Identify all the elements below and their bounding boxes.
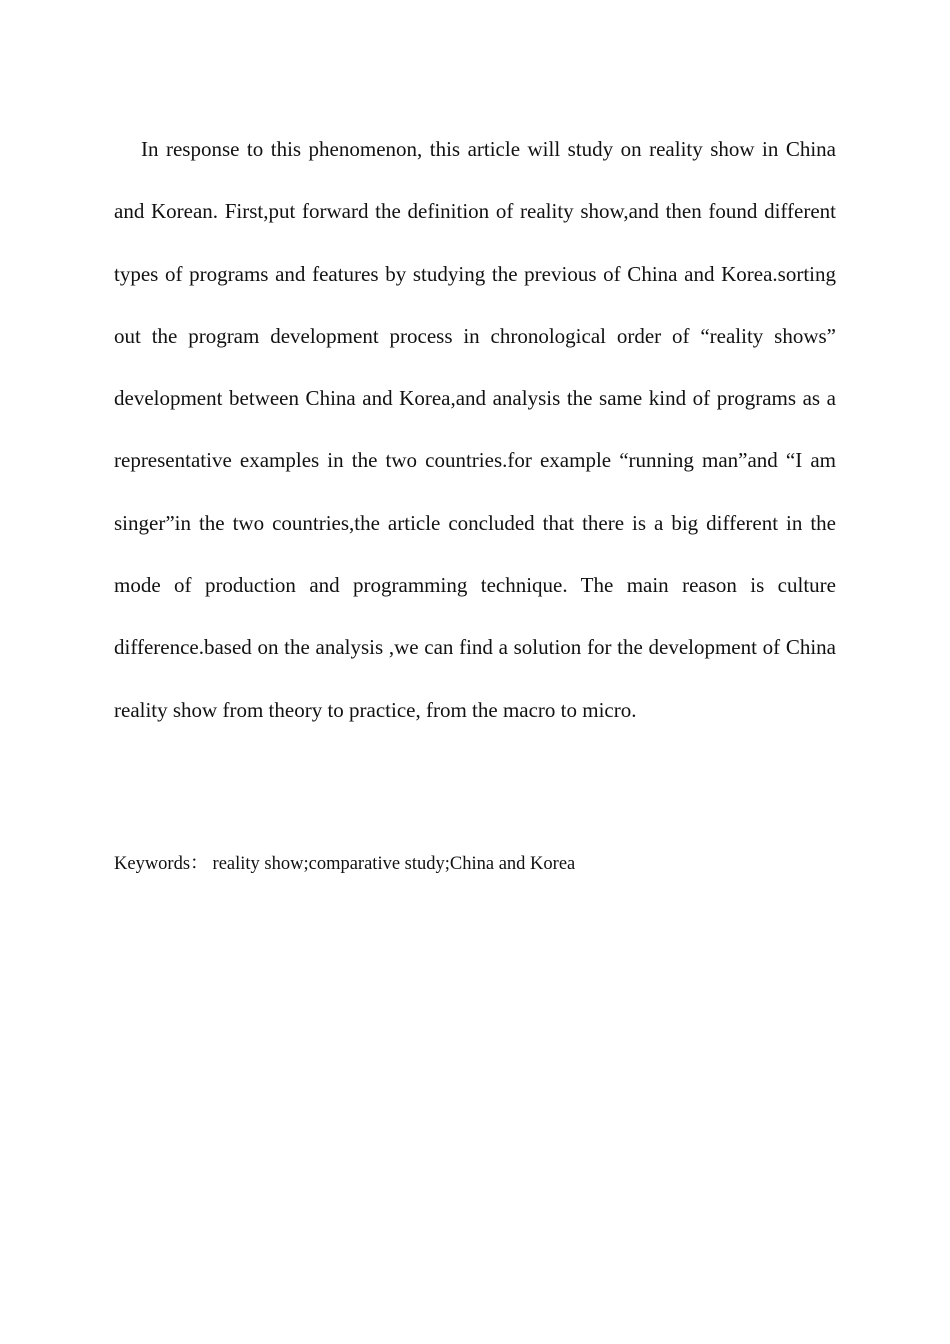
abstract-body-paragraph: In response to this phenomenon, this article will study on reality show in China and Korean. First,put forward the definition of reality show,and then found different types of programs and features by studying the previous of China and Korea.sorting out the program development process in chronological order of “reality shows” development between China and Korea,and analysis the same kind of programs as a representative examples in the two countries.for example “running man”and “I am singer”in the two countries,the article concluded that there is a big different in the mode of production and programming technique. The main reason is culture difference.based on the analysis ,we can find a solution for the development of China reality show from theory to practice, from the macro to micro. [114, 137, 836, 722]
keywords-value: reality show;comparative study;China and Korea [212, 854, 576, 874]
keywords-label: Keywords： [114, 854, 209, 874]
keywords-line [114, 850, 836, 878]
